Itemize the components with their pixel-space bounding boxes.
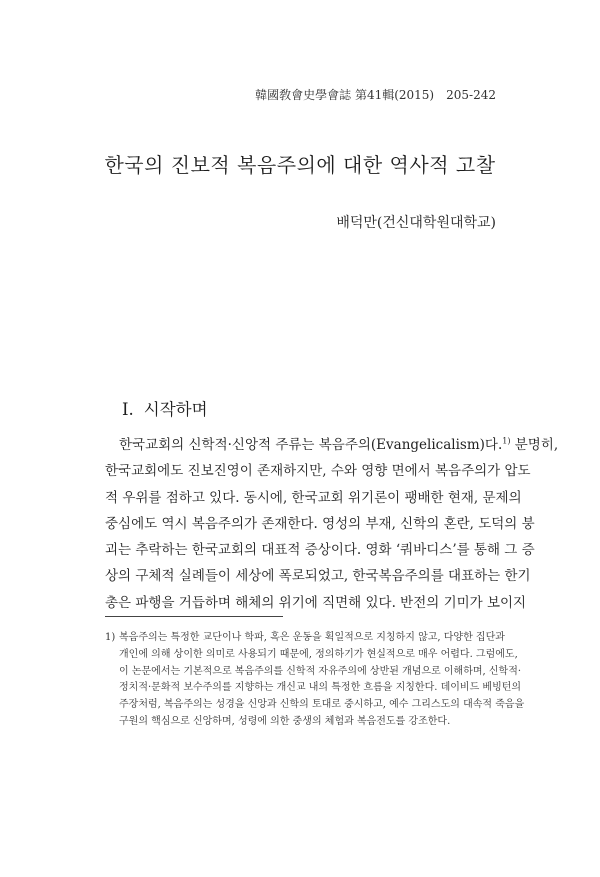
journal-name: 韓國敎會史學會誌 第41輯(2015) [255, 88, 435, 102]
page-range: 205-242 [446, 88, 496, 102]
journal-header [255, 86, 496, 103]
body-line: 괴는 추락하는 한국교회의 대표적 증상이다. 영화 ‘쿼바디스’를 통해 그 증 [105, 542, 535, 559]
footnote-reference[interactable]: 1) [502, 436, 511, 446]
footnote-line [105, 630, 505, 647]
footnote-line: 개인에 의해 상이한 의미로 사용되기 때문에, 정의하기가 현실적으로 매우 어렵다. 그럼에도, [119, 648, 518, 660]
footnote-divider [105, 616, 283, 617]
body-line: 한국교회에도 진보진영이 존재하지만, 수와 영향 면에서 복음주의가 압도 [105, 463, 531, 480]
body-line: 상의 구체적 실례들이 세상에 폭로되었고, 한국복음주의를 대표하는 한기 [105, 568, 531, 585]
footnote-mark: 1) [105, 632, 116, 643]
body-line-continuation: 분명히, [510, 437, 559, 453]
footnote-line-text: 복음주의는 특정한 교단이나 학파, 혹은 운동을 획일적으로 지칭하지 않고, 다양한 집단과 [119, 632, 505, 643]
footnote [105, 630, 525, 731]
body-line-text: 한국교회의 신학적·신앙적 주류는 복음주의(Evangelicalism)다. [119, 437, 503, 453]
body-line: 적 우위를 점하고 있다. 동시에, 한국교회 위기론이 팽배한 현재, 문제의 [105, 489, 522, 506]
footnote-line: 정치적·문화적 보수주의를 지향하는 개신교 내의 특정한 흐름을 지칭한다. 데이비드 베빙턴의 [119, 682, 522, 694]
body-text [105, 432, 559, 616]
section-number: Ⅰ. [122, 400, 134, 419]
footnote-line: 구원의 핵심으로 신앙하며, 성령에 의한 중생의 체험과 복음전도를 강조한다. [119, 715, 451, 727]
body-line: 총은 파행을 거듭하며 해체의 위기에 직면해 있다. 반전의 기미가 보이지 [105, 594, 527, 611]
footnote-line: 이 논문에서는 기본적으로 복음주의를 신학적 자유주의에 상반된 개념으로 이해하며, 신학적· [119, 665, 522, 677]
body-line [105, 432, 559, 458]
section-title: 시작하며 [143, 400, 208, 419]
section-heading [122, 396, 208, 420]
paper-title: 한국의 진보적 복음주의에 대한 역사적 고찰 [104, 153, 496, 177]
author-affiliation: 배덕만(건신대학원대학교) [336, 215, 496, 231]
body-line: 중심에도 역시 복음주의가 존재한다. 영성의 부재, 신학의 혼란, 도덕의 붕 [105, 515, 535, 532]
footnote-line: 주장처럼, 복음주의는 성경을 신앙과 신학의 토대로 중시하고, 예수 그리스도의 대속적 죽음을 [119, 699, 525, 711]
